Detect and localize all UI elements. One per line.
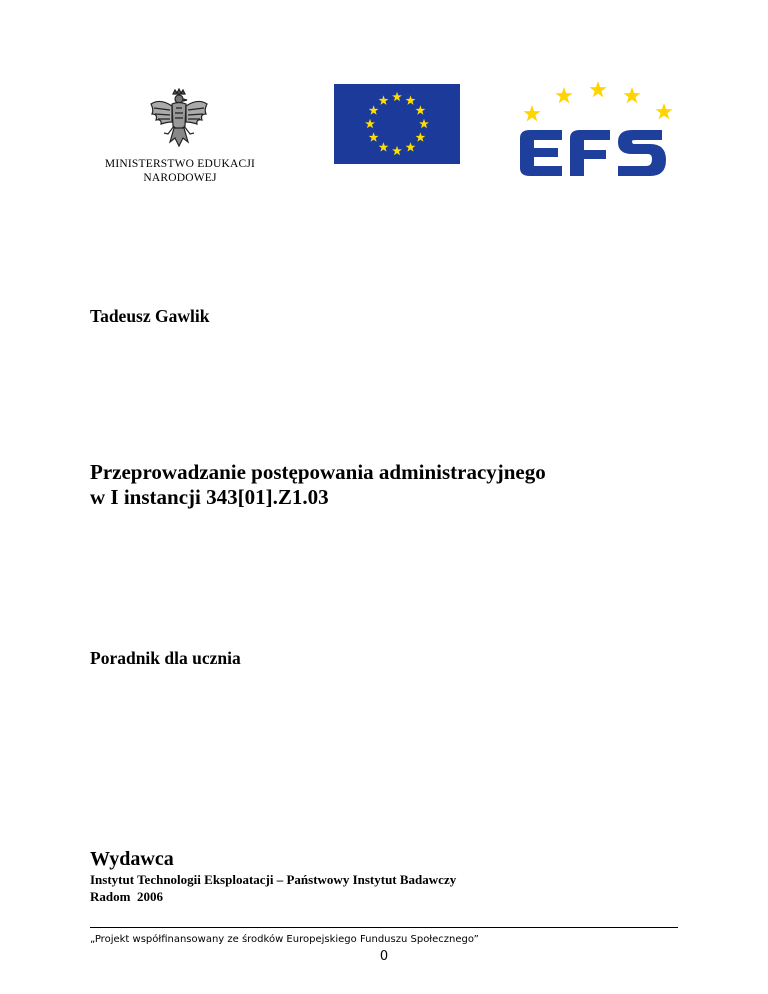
author-name: Tadeusz Gawlik — [90, 306, 210, 326]
polish-eagle-icon — [148, 88, 210, 152]
ministry-line-2: NARODOWEJ — [143, 172, 217, 184]
page-number: 0 — [379, 949, 389, 964]
title-line-2: w I instancji 343[01].Z1.03 — [90, 485, 329, 509]
efs-star-icon — [623, 87, 640, 103]
efs-star-icon — [555, 87, 572, 103]
title-line-1: Przeprowadzanie postępowania administracyjnego — [90, 460, 546, 484]
ministry-name — [90, 157, 270, 185]
document-subtitle: Poradnik dla ucznia — [90, 648, 241, 668]
footer-divider — [90, 927, 678, 928]
publisher-place-year: Radom 2006 — [90, 889, 163, 904]
document-title — [90, 460, 730, 510]
efs-star-icon — [523, 105, 540, 121]
eu-flag-icon — [334, 84, 460, 164]
ministry-line-1: MINISTERSTWO EDUKACJI — [104, 158, 256, 170]
publisher-heading: Wydawca — [90, 848, 174, 870]
publisher-institute: Instytut Technologii Eksploatacji – Państwowy Instytut Badawczy — [90, 872, 457, 887]
efs-logo — [512, 80, 678, 186]
efs-star-icon — [655, 103, 672, 119]
efs-star-icon — [589, 81, 606, 97]
footer-note: „Projekt współfinansowany ze środków Europejskiego Funduszu Społecznego” — [90, 934, 479, 945]
